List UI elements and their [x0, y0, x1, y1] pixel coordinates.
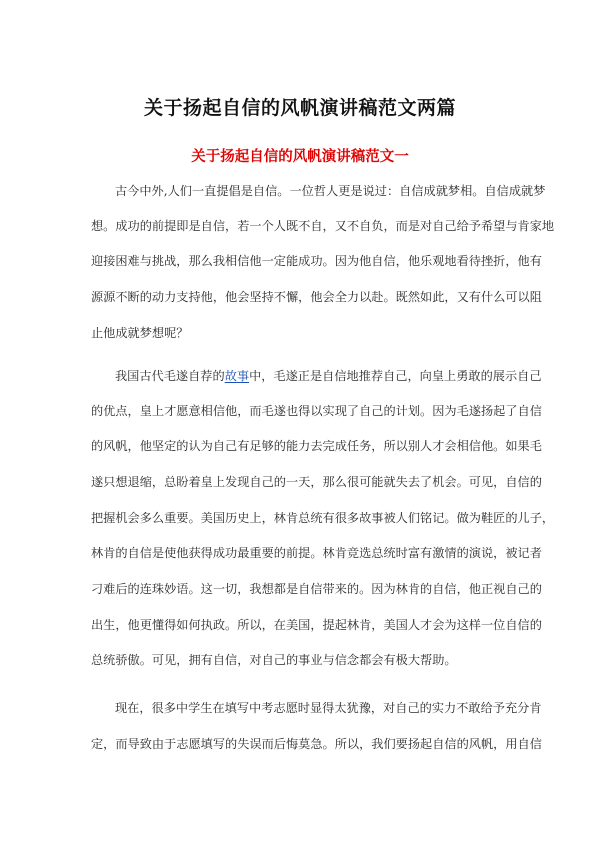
paragraph-line: 想。成功的前提即是自信，若一个人既不自，又不自负，而是对自己给予希望与肯家地	[91, 219, 555, 233]
paragraph-text: 我国古代毛遂自荐的	[115, 369, 225, 383]
paragraph-line: 现在，很多中学生在填写中考志愿时显得太犹豫，对自己的实力不敢给予充分肯	[115, 701, 542, 715]
story-link[interactable]: 故事	[224, 369, 250, 383]
paragraph-line: 把握机会多么重要。美国历史上，林肯总统有很多故事被人们铭记。做为鞋匠的儿子，	[91, 511, 555, 525]
paragraph-line	[115, 368, 542, 384]
paragraph-line: 出生，他更懂得如何执政。所以，在美国，提起林肯，美国人才会为这样一位自信的	[91, 618, 542, 632]
document-title: 关于扬起自信的风帆演讲稿范文两篇	[143, 97, 456, 119]
paragraph-line: 总统骄傲。可见，拥有自信，对自己的事业与信念都会有极大帮助。	[91, 653, 457, 667]
paragraph-line: 古今中外,人们一直提倡是自信。一位哲人更是说过：自信成就梦相。自信成就梦	[115, 184, 546, 198]
paragraph-line: 源源不断的动力支持他，他会坚持不懈，他会全力以赴。既然如此，又有什么可以阻	[91, 290, 542, 304]
paragraph-line: 遂只想退缩，总盼着皇上发现自己的一天，那么很可能就失去了机会。可见，自信的	[91, 475, 542, 489]
paragraph-line: 的优点，皇上才愿意相信他，而毛遂也得以实现了自己的计划。因为毛遂扬起了自信	[91, 404, 542, 418]
paragraph-line: 迎接困难与挑战，那么我相信他一定能成功。因为他自信，他乐观地看待挫折，他有	[91, 254, 542, 268]
paragraph-line: 的风帆，他坚定的认为自己有足够的能力去完成任务，所以别人才会相信他。如果毛	[91, 439, 542, 453]
section-title: 关于扬起自信的风帆演讲稿范文一	[191, 148, 409, 165]
paragraph-line: 林肯的自信是使他获得成功最重要的前提。林肯竞选总统时富有激情的演说，被记者	[91, 546, 542, 560]
paragraph-text: 中，毛遂正是自信地推荐自己，向皇上勇敢的展示自己	[249, 369, 542, 383]
paragraph-line: 定，而导致由于志愿填写的失误而后悔莫急。所以，我们要扬起自信的风帆，用自信	[91, 737, 542, 751]
paragraph-line: 止他成就梦想呢？	[91, 326, 189, 340]
paragraph-line: 刁难后的连珠妙语。这一切，我想都是自信带来的。因为林肯的自信，他正视自己的	[91, 582, 542, 596]
